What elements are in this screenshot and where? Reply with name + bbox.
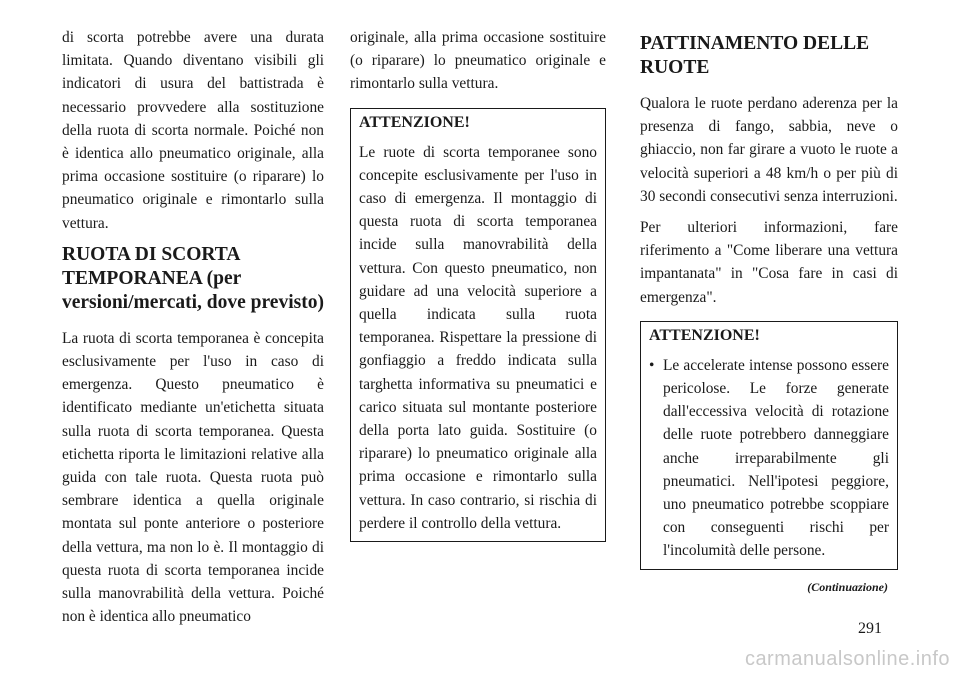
warning-title: ATTENZIONE!	[359, 113, 470, 131]
warning-box	[640, 321, 898, 570]
body-paragraph: originale, alla prima occasione sostituire (o riparare) lo pneumatico originale e rimontarlo sulla vettura.	[350, 29, 606, 93]
body-paragraph: Qualora le ruote perdano aderenza per la presenza di fango, sabbia, neve o ghiaccio, non far girare a vuoto le ruote a velocità superiori a 48 km/h o per più di 30 secondi consecutivi senza interruzioni.	[640, 95, 898, 205]
section-heading: RUOTA DI SCORTA TEMPORANEA (per versioni/mercati, dove previsto)	[62, 243, 324, 313]
warning-text: Le ruote di scorta temporanee sono concepite esclusivamente per l'uso in caso di emergenza. Il montaggio di questa ruota di scorta temporanea incide sulla manovrabilità della vettura. Con questo pneumatico, non guidare ad una velocità superiore a quella indicata sulla ruota temporanea. Rispettare la pressione di gonfiaggio a freddo indicata sulla targhetta informativa su pneumatici e carico situata sul montante posteriore della porta lato guida. Sostituire (o riparare) lo pneumatico originale alla prima occasione e rimontarlo sulla vettura. In caso contrario, si rischia di perdere il controllo della vettura.	[359, 143, 597, 532]
continued-label: (Continuazione)	[807, 579, 888, 594]
warning-list-item: • Le accelerate intense possono essere pericolose. Le forze generate dall'eccessiva velocità di rotazione delle ruote potrebbero danneggiare anche irreparabilmente gli pneumatici. Nell'ipotesi peggiore, uno pneumatico potrebbe scoppiare con conseguenti rischi per l'incolumità delle persone.	[649, 354, 889, 563]
body-paragraph: La ruota di scorta temporanea è concepita esclusivamente per l'uso in caso di emergenza. Questo pneumatico è identificato mediante un'etichetta situata sulla ruota di scorta temporanea. Questa etichetta riporta le limitazioni relative alla guida con tale ruota. Questa ruota può sembrare identica a quella originale montata sul ponte anteriore o posteriore della vettura, ma non lo è. Il montaggio di questa ruota di scorta temporanea incide sulla manovrabilità della vettura. Poiché non è identica allo pneumatico	[62, 329, 324, 626]
warning-list	[649, 354, 889, 563]
column-3	[640, 26, 898, 595]
body-paragraph: di scorta potrebbe avere una durata limitata. Quando diventano visibili gli indicatori di usura del battistrada è necessario provvedere alla sostituzione della ruota di scorta normale. Poiché non è identica allo pneumatico originale, alla prima occasione sostituire (o riparare) lo pneumatico originale e rimontarlo sulla vettura.	[62, 29, 324, 232]
watermark: carmanualsonline.info	[744, 648, 950, 670]
section-heading: PATTINAMENTO DELLE RUOTE	[640, 33, 870, 78]
column-2	[350, 26, 606, 542]
warning-title: ATTENZIONE!	[649, 326, 760, 344]
warning-box	[350, 108, 606, 542]
body-paragraph: Per ulteriori informazioni, fare riferimento a "Come liberare una vettura impantanata" in "Cosa fare in casi di emergenza".	[640, 219, 898, 306]
column-1	[62, 26, 324, 636]
page-number: 291	[858, 620, 882, 637]
